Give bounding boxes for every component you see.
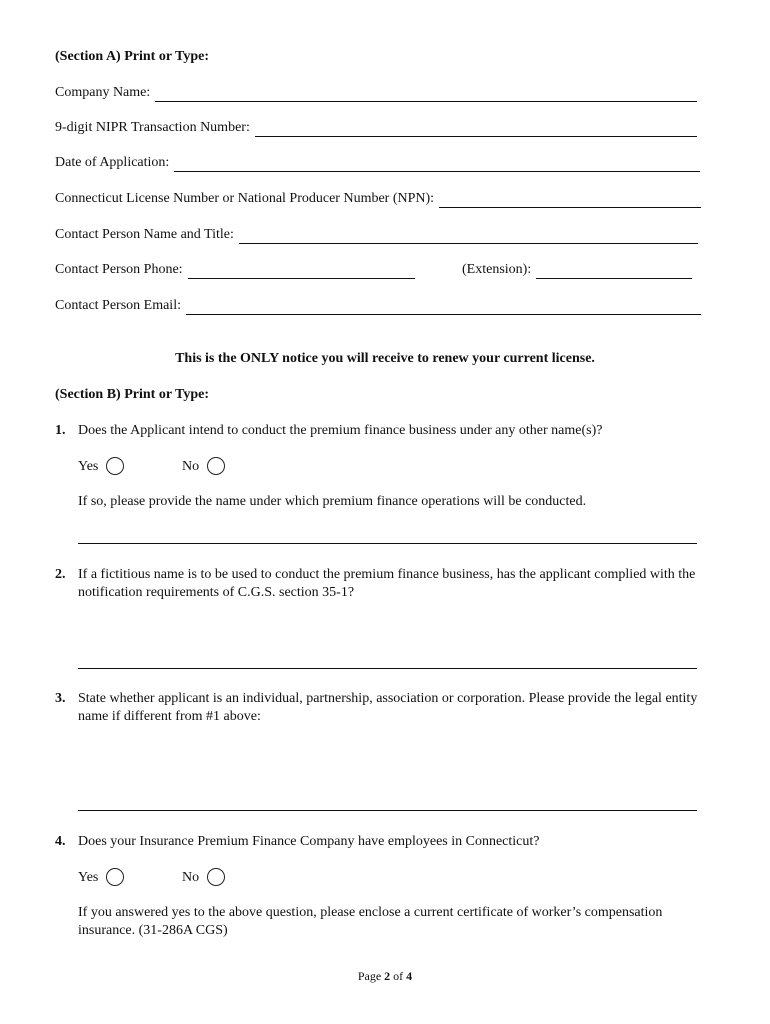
nipr-number-field[interactable] bbox=[55, 119, 697, 137]
date-of-application-input-line[interactable] bbox=[174, 158, 700, 172]
q4-yes-label: Yes bbox=[78, 870, 99, 885]
q1-yes-option[interactable] bbox=[78, 457, 124, 476]
extension-input-line[interactable] bbox=[536, 265, 692, 279]
q1-no-option[interactable] bbox=[182, 457, 225, 476]
contact-name-title-field[interactable] bbox=[55, 226, 698, 244]
nipr-number-label: 9-digit NIPR Transaction Number: bbox=[55, 120, 250, 135]
page-total: 4 bbox=[406, 969, 413, 983]
q1-answer-line[interactable] bbox=[78, 543, 697, 544]
q3-answer-line[interactable] bbox=[78, 810, 697, 811]
q1-yes-radio[interactable] bbox=[106, 457, 124, 475]
q1-number: 1. bbox=[55, 423, 66, 438]
q2-answer-line[interactable] bbox=[78, 668, 697, 669]
page-prefix: Page bbox=[357, 969, 382, 983]
q1-no-radio[interactable] bbox=[207, 457, 225, 475]
contact-name-title-label: Contact Person Name and Title: bbox=[55, 227, 234, 242]
page-number: 2 bbox=[384, 969, 391, 983]
q4-yes-option[interactable] bbox=[78, 868, 124, 887]
q4-yes-radio[interactable] bbox=[106, 868, 124, 886]
contact-phone-input-line[interactable] bbox=[188, 265, 415, 279]
q4-no-radio[interactable] bbox=[207, 868, 225, 886]
contact-phone-field[interactable] bbox=[55, 261, 415, 279]
company-name-input-line[interactable] bbox=[155, 88, 697, 102]
contact-email-input-line[interactable] bbox=[186, 301, 701, 315]
q2-text: If a fictitious name is to be used to conduct the premium finance business, has the applicant complied with the notification requirements of C.G.S. section 35-1? bbox=[78, 567, 696, 600]
section-b-heading: (Section B) Print or Type: bbox=[55, 387, 209, 402]
q1-text: Does the Applicant intend to conduct the premium finance business under any other name(s)? bbox=[78, 423, 603, 438]
page-of: of bbox=[393, 969, 404, 983]
q1-no-label: No bbox=[182, 459, 200, 474]
q3-text: State whether applicant is an individual, partnership, association or corporation. Please provide the legal entity name if different from #1 above: bbox=[78, 691, 698, 724]
q4-text: Does your Insurance Premium Finance Company have employees in Connecticut? bbox=[78, 834, 540, 849]
q4-followup: If you answered yes to the above question, please enclose a current certificate of worker’s compensation insurance. (31-286A CGS) bbox=[78, 905, 663, 938]
q4-no-label: No bbox=[182, 870, 200, 885]
q2-number: 2. bbox=[55, 567, 66, 582]
section-a-heading: (Section A) Print or Type: bbox=[55, 49, 209, 64]
q1-yes-label: Yes bbox=[78, 459, 99, 474]
license-number-field[interactable] bbox=[55, 190, 701, 208]
nipr-number-input-line[interactable] bbox=[255, 123, 697, 137]
q4-no-option[interactable] bbox=[182, 868, 225, 887]
page-footer bbox=[0, 967, 770, 985]
contact-phone-label: Contact Person Phone: bbox=[55, 262, 183, 277]
extension-field[interactable] bbox=[462, 261, 692, 279]
license-number-input-line[interactable] bbox=[439, 194, 701, 208]
company-name-label: Company Name: bbox=[55, 85, 151, 100]
extension-label: (Extension): bbox=[462, 262, 532, 277]
date-of-application-label: Date of Application: bbox=[55, 155, 170, 170]
date-of-application-field[interactable] bbox=[55, 154, 700, 172]
q3-number: 3. bbox=[55, 691, 66, 706]
license-number-label: Connecticut License Number or National Producer Number (NPN): bbox=[55, 191, 435, 206]
company-name-field[interactable] bbox=[55, 84, 697, 102]
q1-followup: If so, please provide the name under which premium finance operations will be conducted. bbox=[78, 494, 587, 509]
contact-email-field[interactable] bbox=[55, 297, 701, 315]
q4-number: 4. bbox=[55, 834, 66, 849]
renewal-notice: This is the ONLY notice you will receive to renew your current license. bbox=[175, 351, 595, 366]
contact-name-title-input-line[interactable] bbox=[239, 230, 698, 244]
contact-email-label: Contact Person Email: bbox=[55, 298, 181, 313]
